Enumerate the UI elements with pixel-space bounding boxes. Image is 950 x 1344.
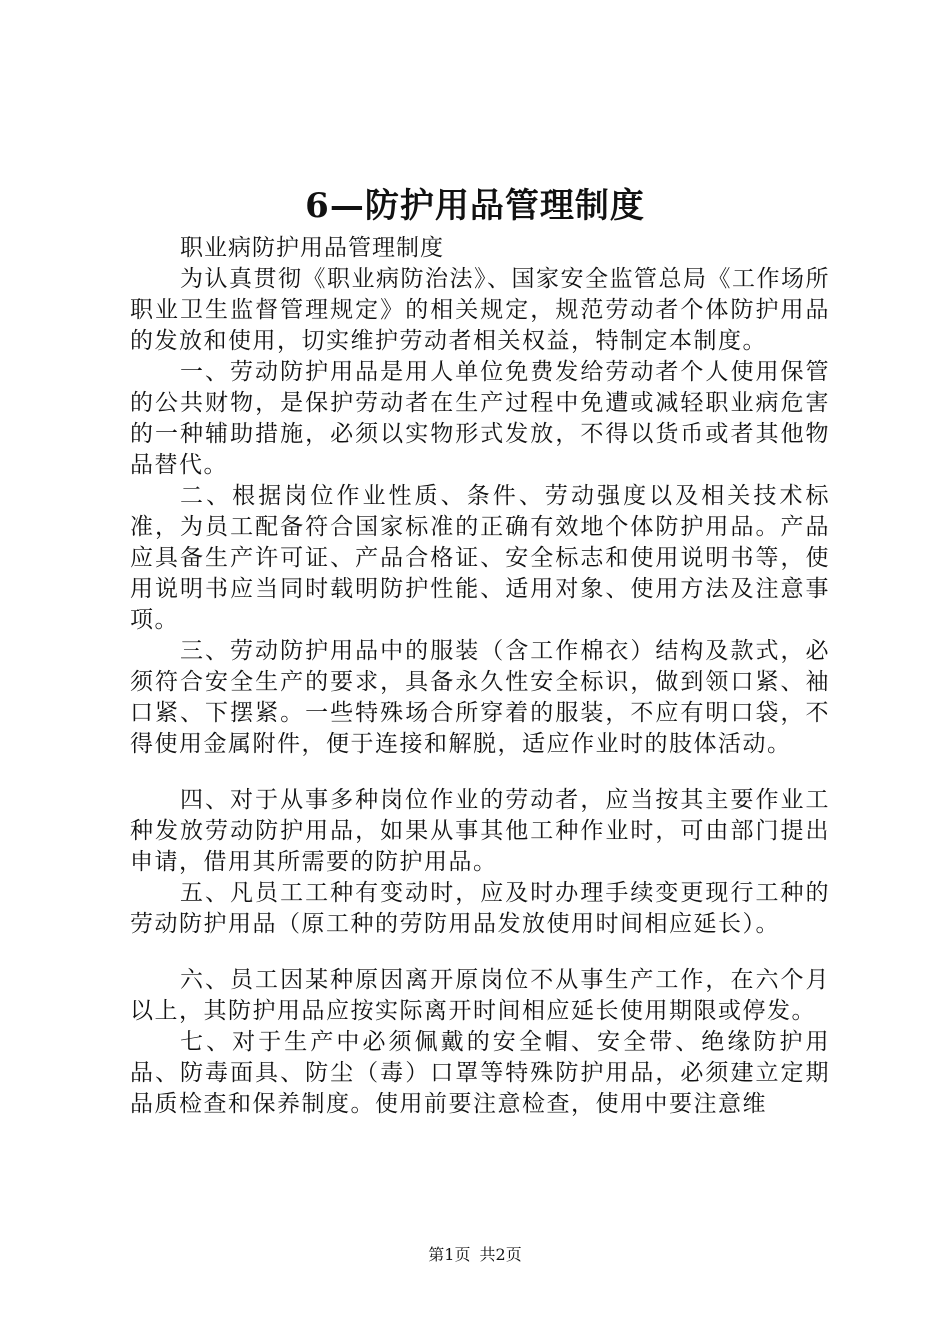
paragraph-gap [130, 760, 830, 785]
paragraph-5: 五、凡员工工种有变动时，应及时办理手续变更现行工种的劳动防护用品（原工种的劳防用品发放使用时间相应延长）。 [130, 880, 830, 937]
paragraph-1: 一、劳动防护用品是用人单位免费发给劳动者个人使用保管的公共财物，是保护劳动者在生产过程中免遭或减轻职业病危害的一种辅助措施，必须以实物形式发放，不得以货币或者其他物品替代。 [130, 359, 830, 478]
paragraph-2: 二、根据岗位作业性质、条件、劳动强度以及相关技术标准，为员工配备符合国家标准的正确有效地个体防护用品。产品应具备生产许可证、产品合格证、安全标志和使用说明书等，使用说明书应当同时载明防护性能、适用对象、使用方法及注意事项。 [130, 483, 830, 633]
paragraph-7: 七、对于生产中必须佩戴的安全帽、安全带、绝缘防护用品、防毒面具、防尘（毒）口罩等特殊防护用品，必须建立定期品质检查和保养制度。使用前要注意检查，使用中要注意维 [130, 1029, 830, 1117]
document-subtitle: 职业病防护用品管理制度 [180, 235, 444, 261]
paragraph-gap [130, 940, 830, 965]
document-title: 6—防护用品管理制度 [305, 186, 645, 226]
paragraph-intro: 为认真贯彻《职业病防治法》、国家安全监管总局《工作场所职业卫生监督管理规定》的相关规定，规范劳动者个体防护用品的发放和使用，切实维护劳动者相关权益，特制定本制度。 [130, 266, 830, 354]
page-footer [0, 1244, 950, 1266]
page-number: 第1页 [428, 1245, 471, 1264]
paragraph-6: 六、员工因某种原因离开原岗位不从事生产工作，在六个月以上，其防护用品应按实际离开时间相应延长使用期限或停发。 [130, 967, 830, 1024]
paragraph-3: 三、劳动防护用品中的服装（含工作棉衣）结构及款式，必须符合安全生产的要求，具备永久性安全标识，做到领口紧、袖口紧、下摆紧。一些特殊场合所穿着的服装，不应有明口袋，不得使用金属附件，便于连接和解脱，适应作业时的肢体活动。 [130, 638, 830, 757]
page-total: 共2页 [479, 1245, 522, 1264]
paragraph-4: 四、对于从事多种岗位作业的劳动者，应当按其主要作业工种发放劳动防护用品，如果从事其他工种作业时，可由部门提出申请，借用其所需要的防护用品。 [130, 787, 830, 875]
document-body [130, 233, 830, 1120]
